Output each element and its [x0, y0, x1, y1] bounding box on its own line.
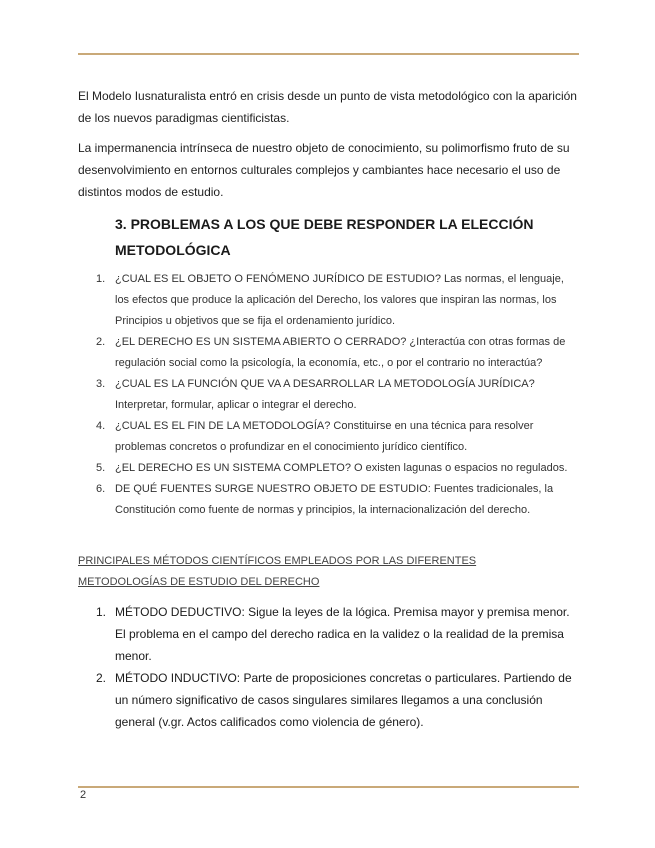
list-item: 2. MÉTODO INDUCTIVO: Parte de proposiciones concretas o particulares. Partiendo de un número significativo de casos singulares similares llegamos a una conclusión general (v.gr. Actos calificados como violencia de género).: [96, 671, 572, 729]
methods-subheading: PRINCIPALES MÉTODOS CIENTÍFICOS EMPLEADOS POR LAS DIFERENTES METODOLOGÍAS DE ESTUDIO DEL DERECHO: [78, 555, 477, 588]
intro-paragraph-1: El Modelo Iusnaturalista entró en crisis desde un punto de vista metodológico con la aparición de los nuevos paradigmas cientificistas.: [78, 89, 577, 125]
problems-list: [78, 269, 580, 521]
list-item: 6. DE QUÉ FUENTES SURGE NUESTRO OBJETO DE ESTUDIO: Fuentes tradicionales, la Constitución como fuente de normas y principios, la internacionalización del derecho.: [96, 483, 554, 516]
list-item: 2. ¿EL DERECHO ES UN SISTEMA ABIERTO O CERRADO? ¿Interactúa con otras formas de regulación social como la psicología, la economía, etc., o por el contrario no interactúa?: [96, 336, 566, 369]
list-item: 3. ¿CUAL ES LA FUNCIÓN QUE VA A DESARROLLAR LA METODOLOGÍA JURÍDICA? Interpretar, formular, aplicar o integrar el derecho.: [96, 378, 535, 411]
methods-list: [78, 601, 580, 733]
header-rule: [78, 53, 579, 55]
list-item: 4. ¿CUAL ES EL FIN DE LA METODOLOGÍA? Constituirse en una técnica para resolver problemas concretos o profundizar en el conocimiento jurídico científico.: [96, 420, 534, 453]
footer-rule: [78, 786, 579, 788]
section-heading: 3. PROBLEMAS A LOS QUE DEBE RESPONDER LA ELECCIÓN METODOLÓGICA: [115, 216, 534, 258]
page-number: 2: [80, 789, 87, 801]
list-item: 1. MÉTODO DEDUCTIVO: Sigue la leyes de la lógica. Premisa mayor y premisa menor. El problema en el campo del derecho radica en la validez o la realidad de la premisa menor.: [96, 605, 570, 663]
list-item: 5. ¿EL DERECHO ES UN SISTEMA COMPLETO? O existen lagunas o espacios no regulados.: [96, 462, 568, 474]
intro-paragraph-2: La impermanencia intrínseca de nuestro objeto de conocimiento, su polimorfismo fruto de su desenvolvimiento en entornos culturales complejos y cambiantes hace necesario el uso de distintos modos de estudio.: [78, 141, 570, 199]
list-item: 1. ¿CUAL ES EL OBJETO O FENÓMENO JURÍDICO DE ESTUDIO? Las normas, el lenguaje, los efectos que produce la aplicación del Derecho, los valores que inspiran las normas, los Principios u objetivos que se fija el ordenamiento jurídico.: [96, 273, 564, 327]
